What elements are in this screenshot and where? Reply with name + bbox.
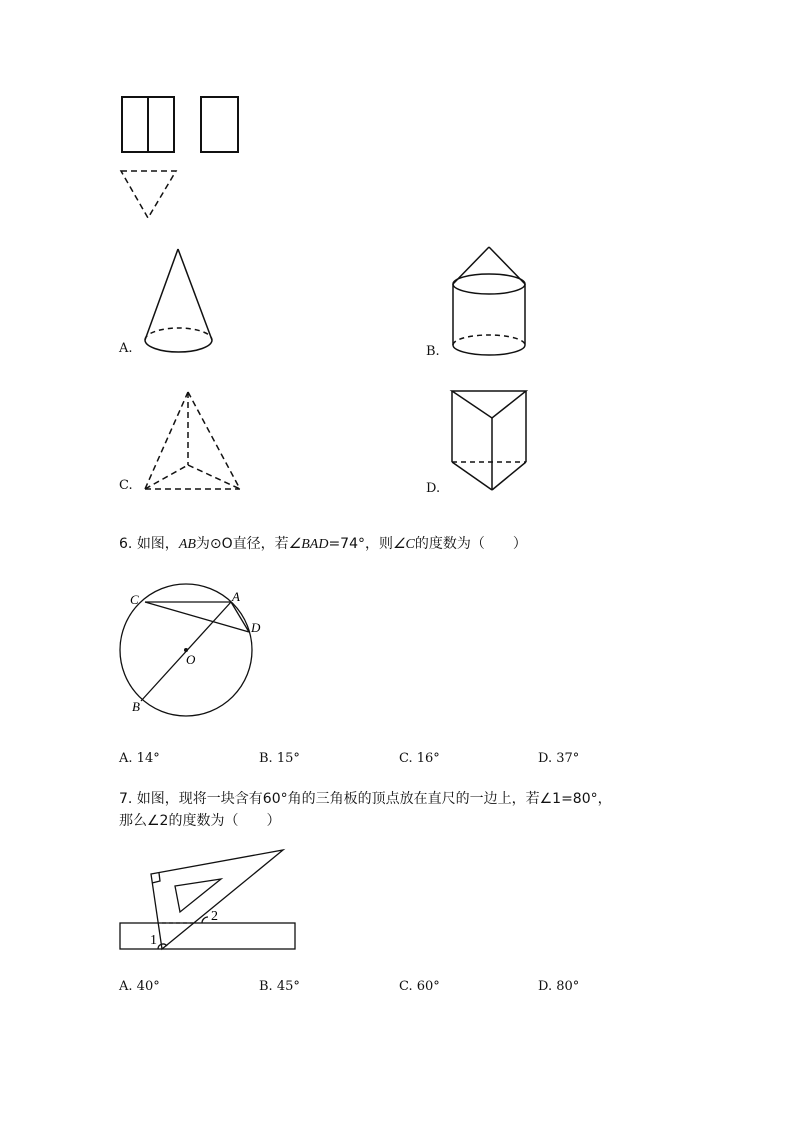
- q6-eq: =74°，则: [328, 536, 393, 552]
- q6-angle-bad: ∠BAD: [288, 537, 329, 552]
- q6-angle-c: ∠C: [392, 537, 415, 552]
- q6-text-prefix: 如图，: [136, 536, 179, 552]
- q5-option-a-label[interactable]: A.: [119, 341, 133, 356]
- triangle-outer: [151, 850, 283, 949]
- q6-number: 6.: [119, 536, 133, 552]
- label-a: A: [232, 589, 240, 604]
- q7-option-d[interactable]: D. 80°: [538, 979, 580, 994]
- q6-segment-ab: AB: [178, 537, 196, 552]
- q6-option-c[interactable]: C. 16°: [399, 751, 440, 766]
- q5-option-b-label[interactable]: B.: [426, 344, 440, 359]
- q7-option-b[interactable]: B. 45°: [259, 979, 300, 994]
- label-d: D: [251, 620, 261, 635]
- angle-1-label: 1: [150, 933, 157, 948]
- ruler: [120, 923, 295, 949]
- q6-text-suffix: 的度数为（ ）: [414, 536, 527, 552]
- q5-option-d-label[interactable]: D.: [426, 481, 441, 496]
- q6-option-b[interactable]: B. 15°: [259, 751, 300, 766]
- q7-question-line1: 7. 如图，现将一块含有60°角的三角板的顶点放在直尺的一边上，若∠1=80°，: [119, 791, 612, 807]
- q6-circle-o: ⊙O: [209, 536, 233, 552]
- q7-option-c[interactable]: C. 60°: [399, 979, 440, 994]
- q6-text-is: 为: [195, 536, 210, 552]
- q5-option-c-label[interactable]: C.: [119, 478, 133, 493]
- q7-question-line2: 那么∠2的度数为（ ）: [119, 813, 281, 829]
- label-o: O: [186, 652, 196, 667]
- q6-text-diam: 直径，若: [232, 536, 289, 552]
- q6-option-d[interactable]: D. 37°: [538, 751, 580, 766]
- q7-option-a[interactable]: A. 40°: [119, 979, 160, 994]
- label-b: B: [132, 699, 140, 714]
- right-angle-mark: [152, 873, 160, 883]
- q6-option-a[interactable]: A. 14°: [119, 751, 160, 766]
- angle-2-label: 2: [211, 909, 218, 924]
- label-c: C: [130, 592, 139, 607]
